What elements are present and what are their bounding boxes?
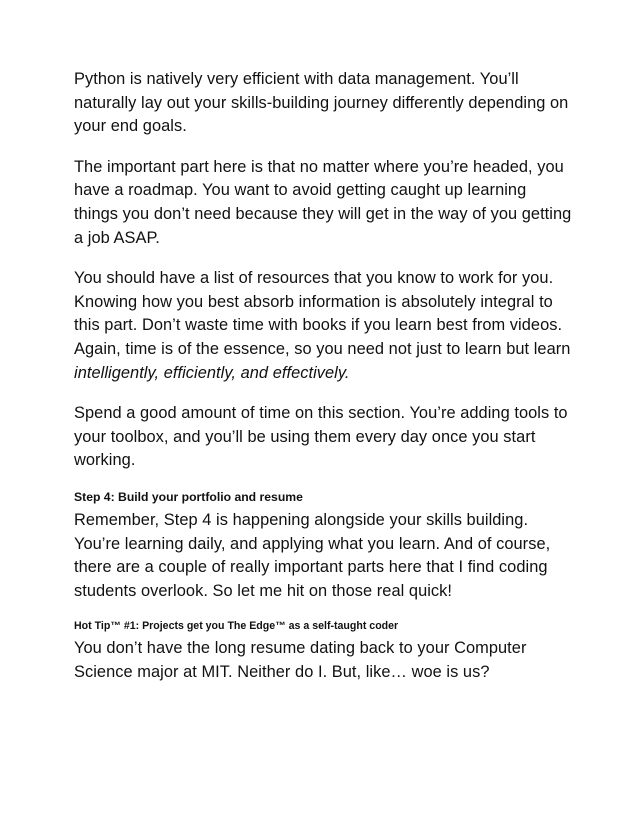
paragraph-data-management: Python is natively very efficient with data management. You’ll naturally lay out your skills-building journey differently depending on your end goals. (74, 70, 569, 136)
paragraph-resources-text: You should have a list of resources that you know to work for you. Knowing how you best absorb information is absolutely integral to this part. Don’t waste time with books if you learn best from videos. Again, time is of the essence, so you need not just to learn but learn (74, 269, 571, 358)
paragraph-toolbox: Spend a good amount of time on this section. You’re adding tools to your toolbox, and you’ll be using them every day once you start working. (74, 404, 568, 470)
heading-hot-tip-1: Hot Tip™ #1: Projects get you The Edge™ as a self-taught coder (74, 620, 399, 633)
document-page (74, 68, 574, 684)
heading-step-4: Step 4: Build your portfolio and resume (74, 489, 303, 504)
paragraph-step-4: Remember, Step 4 is happening alongside your skills building. You’re learning daily, and applying what you learn. And of course, there are a couple of really important parts here that I find coding students overlook. So let me hit on those real quick! (74, 510, 551, 600)
paragraph-resources-emphasis: intelligently, efficiently, and effectively. (74, 363, 350, 382)
paragraph-roadmap: The important part here is that no matter where you’re headed, you have a roadmap. You want to avoid getting caught up learning things you don’t need because they will get in the way of you getting a job ASAP. (74, 157, 572, 247)
paragraph-resume: You don’t have the long resume dating back to your Computer Science major at MIT. Neither do I. But, like… woe is us? (74, 639, 527, 681)
paragraph-resources (74, 267, 574, 385)
